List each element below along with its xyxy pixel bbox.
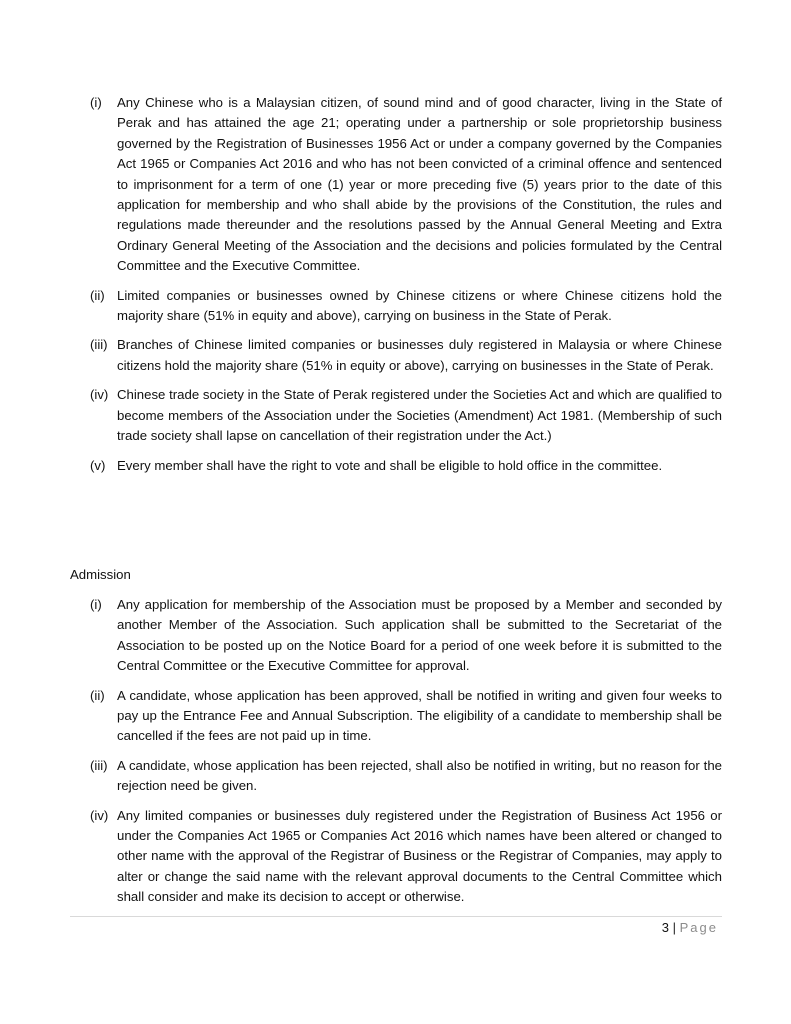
list-item: [0, 93, 722, 277]
page-label: Page: [679, 920, 718, 935]
admission-heading: Admission: [70, 567, 131, 582]
page-footer: [662, 919, 718, 937]
list-item: [0, 385, 722, 446]
list-item: [0, 286, 722, 327]
list-item-number: (ii): [90, 687, 105, 703]
list-item-number: (iii): [90, 337, 108, 353]
list-item: [0, 335, 722, 376]
list-item-text: Any application for membership of the Association must be proposed by a Member and seconded by another Member of the Association. Such application shall be submitted to the Secretariat of the Association to be posted up on the Notice Board for a period of one week before it is submitted to the Central Committee or the Executive Committee for approval.: [117, 597, 722, 674]
admission-list: [0, 595, 791, 917]
list-item-number: (i): [90, 95, 102, 110]
list-item: [0, 595, 722, 677]
list-item: [0, 686, 722, 747]
list-item-text: Every member shall have the right to vote and shall be eligible to hold office in the committee.: [117, 457, 663, 473]
list-item-number: (iv): [90, 387, 109, 403]
list-item-text: A candidate, whose application has been rejected, shall also be notified in writing, but no reason for the rejection need be given.: [117, 757, 722, 794]
list-item-text: Branches of Chinese limited companies or businesses duly registered in Malaysia or where Chinese citizens hold the majority share (51% in equity or above), carrying on businesses in the State of Perak.: [117, 337, 722, 373]
footer-divider: [70, 916, 722, 917]
list-item-number: (ii): [90, 287, 105, 303]
list-item: [0, 756, 722, 797]
list-item-number: (iv): [90, 807, 109, 823]
list-item-number: (v): [90, 457, 106, 473]
list-item-text: Any limited companies or businesses duly registered under the Registration of Business Act 1956 or under the Companies Act 1965 or Companies Act 2016 which names have been altered or changed to other name with the approval of the Registrar of Business or the Registrar of Companies, may apply to alter or change the said name with the relevant approval documents to the Central Committee which shall consider and make its decision to accept or otherwise.: [117, 807, 722, 905]
page-number: 3: [661, 920, 669, 935]
list-item-number: (iii): [90, 757, 108, 773]
list-item-text: Any Chinese who is a Malaysian citizen, of sound mind and of good character, living in the State of Perak and has attained the age 21; operating under a partnership or sole proprietorship business governed by the Registration of Businesses 1956 Act or under a company governed by the Companies Act 1965 or Companies Act 2016 and who has not been convicted of a criminal offence and sentenced to imprisonment for a term of one (1) year or more preceding five (5) years prior to the date of this application for membership and who shall abide by the provisions of the Constitution, the rules and regulations made thereunder and the resolutions passed by the Annual General Meeting and Extra Ordinary General Meeting of the Association and the decisions and policies formulated by the Central Committee and the Executive Committee.: [117, 95, 722, 274]
list-item: [0, 456, 722, 476]
list-item-text: Limited companies or businesses owned by Chinese citizens or where Chinese citizens hold the majority share (51% in equity and above), carrying on business in the State of Perak.: [117, 287, 722, 324]
footer-separator: |: [672, 920, 676, 935]
list-item-number: (i): [90, 597, 102, 612]
list-item: [0, 806, 722, 908]
membership-eligibility-list: [0, 93, 791, 485]
list-item-text: Chinese trade society in the State of Perak registered under the Societies Act and which are qualified to become members of the Association under the Societies (Amendment) Act 1981. (Membership of such trade society shall lapse on cancellation of their registration under the Act.): [117, 387, 722, 444]
list-item-text: A candidate, whose application has been approved, shall be notified in writing and given four weeks to pay up the Entrance Fee and Annual Subscription. The eligibility of a candidate to membership shall be cancelled if the fees are not paid up in time.: [117, 687, 722, 744]
